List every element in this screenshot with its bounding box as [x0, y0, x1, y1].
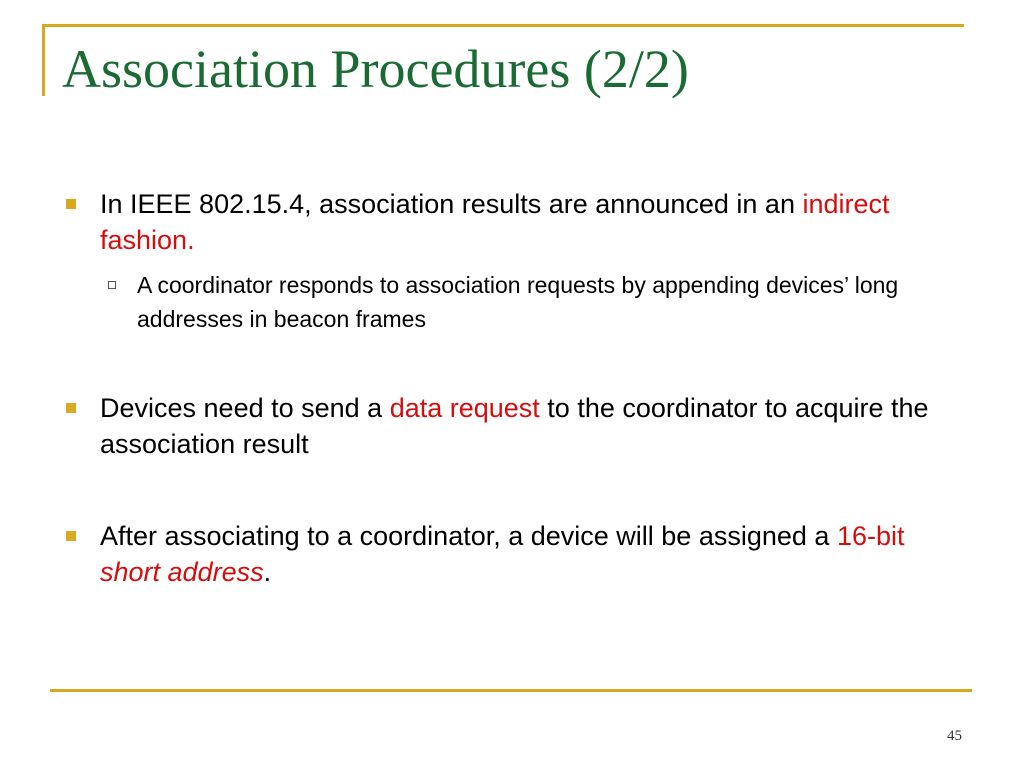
- square-bullet-icon: [66, 199, 76, 209]
- top-rule: [42, 24, 964, 27]
- bottom-rule: [50, 689, 972, 692]
- page-number: 45: [947, 728, 962, 744]
- square-bullet-icon: [66, 403, 76, 413]
- bullet-3: [100, 518, 970, 590]
- hollow-square-bullet-icon: [108, 281, 116, 289]
- bullet-1-highlight: indirect fashion.: [100, 189, 890, 255]
- sub-bullet-1: [137, 268, 967, 336]
- bullet-3-text-end: .: [263, 557, 272, 587]
- bullet-2-text: Devices need to send a: [100, 393, 390, 423]
- slide-title: Association Procedures (2/2): [62, 39, 689, 99]
- bullet-2-highlight: data request: [389, 393, 540, 423]
- left-rule: [42, 24, 45, 96]
- bullet-1: [100, 186, 970, 258]
- bullet-2: [100, 390, 970, 462]
- bullet-1-text: In IEEE 802.15.4, association results are announced in an: [100, 189, 803, 219]
- bullet-3-text: After associating to a coordinator, a device will be assigned a: [100, 521, 837, 551]
- square-bullet-icon: [66, 531, 76, 541]
- sub-bullet-1-text: A coordinator responds to association requests by appending devices’ long addresses in beacon frames: [137, 272, 899, 332]
- bullet-3-highlight-italic: short address: [100, 557, 264, 587]
- bullet-3-highlight: 16-bit: [836, 521, 905, 551]
- bullet-2-text-end: to the coordinator to acquire the association result: [100, 393, 929, 459]
